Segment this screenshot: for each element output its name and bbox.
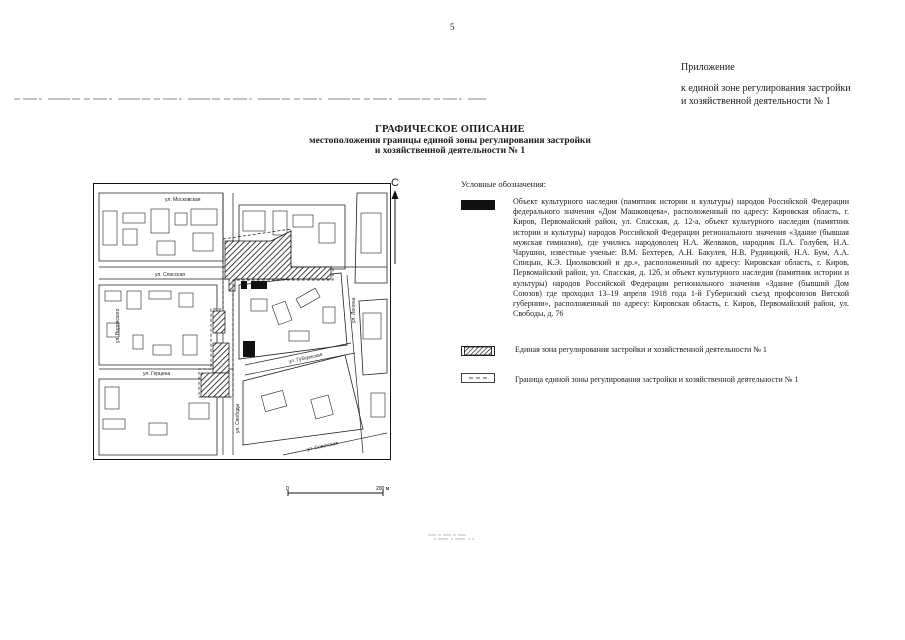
scale-end: 200 м	[376, 486, 390, 492]
document-title	[230, 124, 670, 156]
street-label-gertsena: ул. Герцена	[143, 371, 171, 377]
title-line-2: местоположения границы единой зоны регулирования застройки	[309, 136, 591, 146]
street-label-svobody: ул. Свободы	[235, 403, 241, 433]
page-number: 5	[450, 22, 455, 32]
scale-start: 0	[286, 486, 289, 492]
appendix-label: Приложение	[681, 62, 735, 73]
street-label-lenina: ул. Ленина	[351, 297, 357, 323]
header-scan-line	[14, 98, 486, 100]
legend-text-zone: Единая зона регулирования застройки и хозяйственной деятельности № 1	[515, 345, 767, 354]
appendix-block	[681, 61, 851, 108]
street-label-moskovskaya: ул. Московская	[165, 197, 201, 203]
scale-bar	[283, 484, 403, 508]
street-label-vorovskogo: ул. Воровского	[115, 308, 121, 343]
legend-swatch-heritage	[461, 200, 495, 210]
street-label-spasskaya: ул. Спасская	[155, 272, 185, 278]
site-plan-map	[93, 183, 391, 460]
legend-swatch-boundary	[461, 373, 495, 383]
appendix-line-1: к единой зоне регулирования застройки	[681, 83, 851, 94]
legend-text-heritage: Объект культурного наследия (памятник истории и культуры) народов Российской Федерации федерального значения «Дом Машковцева», расположенный по адресу: Кировская область, г. Киров, Первомайский район, ул. Спасская, д. 12-а, объект культурного наследия (памятник истории и культуры) народов Российской Федерации регионального значения «Здание (бывшая мужская гимназия), где учились народоволец Н.А. Желваков, народник П.А. Голубев, Н.А. Чарушин, известные ученые: В.М. Бехтерев, А.Н. Бакулев, Н.В. Рудницкий, Н.А. Бум, А.А. Спицын, К.Э. Циолковский и др.», расположенный по адресу: Кировская область, г. Киров, Первомайский район, ул. Спасская, д. 12б, и объект культурного наследия (памятник истории и культуры) народов Российской Федерации регионального значения «Здание (бывший Дом Союзов) где проходил 13–19 апреля 1918 года 1-й Губернский съезд профсоюзов Вятской губернии», расположенный по адресу: Кировская область, г. Киров, Первомайский район, ул. Свободы, д. 76	[513, 197, 849, 319]
title-line-3: и хозяйственной деятельности № 1	[374, 146, 526, 156]
appendix-line-2: и хозяйственной деятельности № 1	[681, 96, 831, 107]
street-label-gubernskaya: ул. Губернская	[288, 351, 324, 365]
bottom-scan-mark	[428, 532, 478, 542]
north-label: С	[391, 177, 399, 189]
street-label-sovetskaya: ул. Советская	[306, 440, 339, 453]
legend-title: Условные обозначения:	[461, 179, 547, 189]
north-arrow-icon	[390, 190, 400, 265]
map-frame	[94, 184, 391, 460]
legend-swatch-hatch	[461, 346, 495, 356]
title-line-1: ГРАФИЧЕСКОЕ ОПИСАНИЕ	[375, 124, 525, 135]
legend-text-boundary: Граница единой зоны регулирования застройки и хозяйственной деятельности № 1	[515, 375, 799, 384]
